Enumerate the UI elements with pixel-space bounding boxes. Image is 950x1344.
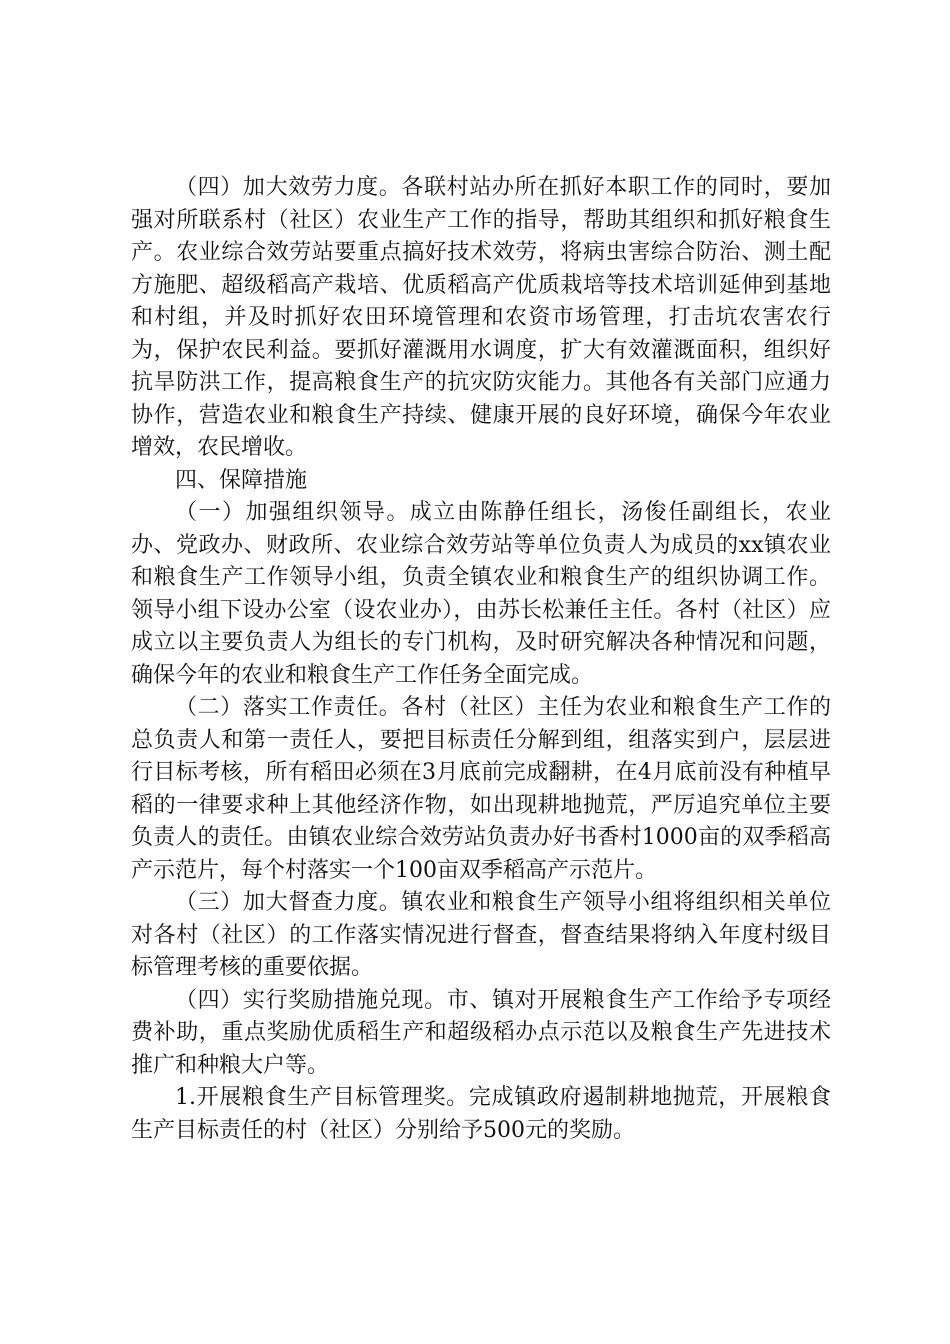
list-item-target-management-award: 1.开展粮食生产目标管理奖。完成镇政府遏制耕地抛荒，开展粮食生产目标责任的村（社区）分别给予500元的奖励。 xyxy=(131,1085,831,1143)
document-body xyxy=(131,172,831,1147)
paragraph-work-responsibility: （二）落实工作责任。各村（社区）主任为农业和粮食生产工作的总负责人和第一责任人，要把目标责任分解到组，组落实到户，层层进行目标考核，所有稻田必须在3月底前完成翻耕，在4月底前没有种植早稻的一律要求种上其他经济作物，如出现耕地抛荒，严厉追究单位主要负责人的责任。由镇农业综合效劳站负责办好书香村1000亩的双季稻高产示范片，每个村落实一个100亩双季稻高产示范片。 xyxy=(131,695,831,883)
paragraph-reward-measures: （四）实行奖励措施兑现。市、镇对开展粮食生产工作给予专项经费补助，重点奖励优质稻生产和超级稻办点示范以及粮食生产先进技术推广和种粮大户等。 xyxy=(131,987,831,1078)
paragraph-service-strengthening: （四）加大效劳力度。各联村站办所在抓好本职工作的同时，要加强对所联系村（社区）农业生产工作的指导，帮助其组织和抓好粮食生产。农业综合效劳站要重点搞好技术效劳，将病虫害综合防治、测土配方施肥、超级稻高产栽培、优质稻高产优质栽培等技术培训延伸到基地和村组，并及时抓好农田环境管理和农资市场管理，打击坑农害农行为，保护农民利益。要抓好灌溉用水调度，扩大有效灌溉面积，组织好抗旱防洪工作，提高粮食生产的抗灾防灾能力。其他各有关部门应通力协作，营造农业和粮食生产持续、健康开展的良好环境，确保今年农业增效，农民增收。 xyxy=(131,175,831,460)
paragraph-organization-leadership: （一）加强组织领导。成立由陈静任组长，汤俊任副组长，农业办、党政办、财政所、农业综合效劳站等单位负责人为成员的xx镇农业和粮食生产工作领导小组，负责全镇农业和粮食生产的组织协调工作。领导小组下设办公室（设农业办），由苏长松兼任主任。各村（社区）应成立以主要负责人为组长的专门机构，及时研究解决各种情况和问题，确保今年的农业和粮食生产工作任务全面完成。 xyxy=(131,500,831,688)
section-heading-safeguard-measures: 四、保障措施 xyxy=(175,467,308,493)
paragraph-supervision: （三）加大督查力度。镇农业和粮食生产领导小组将组织相关单位对各村（社区）的工作落实情况进行督查，督查结果将纳入年度村级目标管理考核的重要依据。 xyxy=(131,890,831,980)
